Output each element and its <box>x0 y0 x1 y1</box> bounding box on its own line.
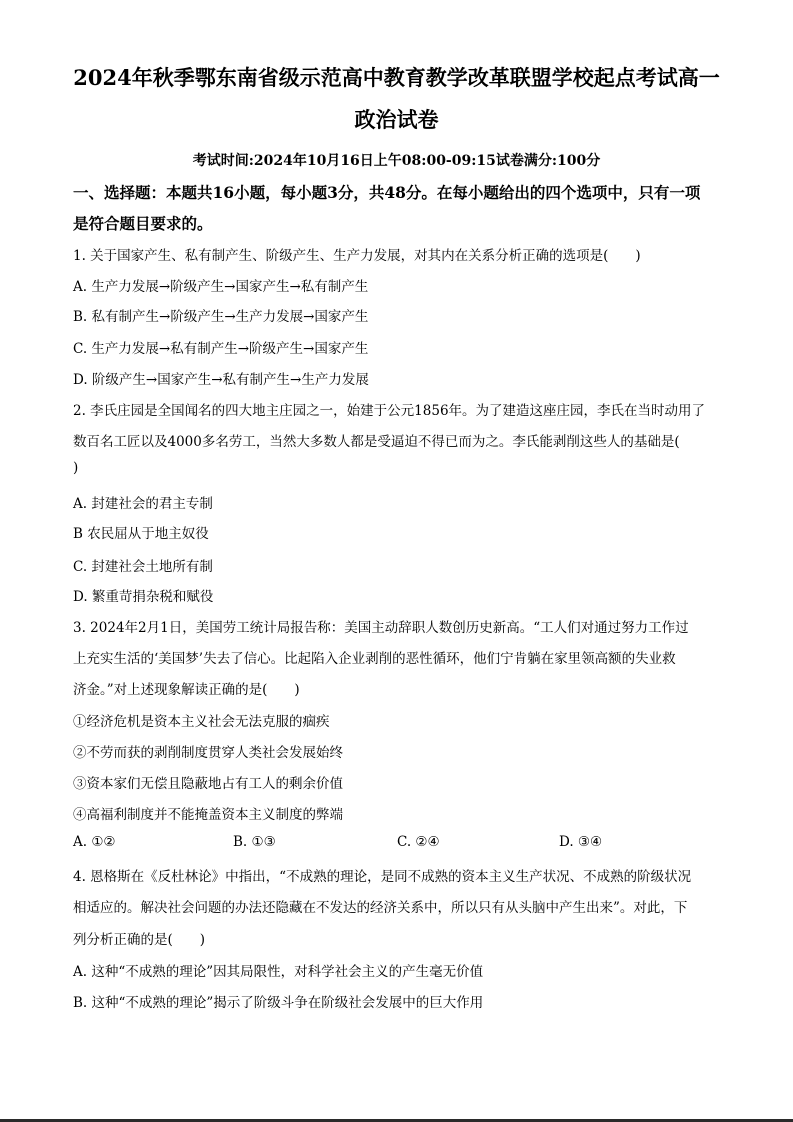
question-4-option-b: B. 这种“不成熟的理论”揭示了阶级斗争在阶级社会发展中的巨大作用 <box>73 995 484 1011</box>
exam-info: 考试时间:2024年10月16日上午08:00-09:15试卷满分:100分 <box>192 153 601 169</box>
section-heading <box>73 177 723 239</box>
question-1-option-d: D. 阶级产生→国家产生→私有制产生→生产力发展 <box>73 372 369 388</box>
exam-title-line1: 2024年秋季鄂东南省级示范高中教育教学改革联盟学校起点考试高一 <box>73 65 720 90</box>
question-2-stem-line2: 数百名工匠以及4000多名劳工，当然大多数人都是受逼迫不得已而为之。李氏能剥削这些人的基础是( <box>73 434 680 450</box>
question-3-statement-4: ④高福利制度并不能掩盖资本主义制度的弊端 <box>73 807 343 823</box>
question-1-stem: 1. 关于国家产生、私有制产生、阶级产生、生产力发展，对其内在关系分析正确的选项是( ) <box>73 248 641 264</box>
question-2-option-c: C. 封建社会土地所有制 <box>73 559 213 575</box>
question-3-statement-3: ③资本家们无偿且隐蔽地占有工人的剩余价值 <box>73 776 343 792</box>
question-3-option-b: B. ①③ <box>233 834 276 850</box>
question-2-option-a: A. 封建社会的君主专制 <box>73 496 213 512</box>
question-4-stem-line1: 4. 恩格斯在《反杜林论》中指出，“不成熟的理论，是同不成熟的资本主义生产状况、不成熟的阶级状况 <box>73 869 692 885</box>
question-2-stem-line1: 2. 李氏庄园是全国闻名的四大地主庄园之一，始建于公元1856年。为了建造这座庄园，李氏在当时动用了 <box>73 403 706 419</box>
question-3-statement-2: ②不劳而获的剥削制度贯穿人类社会发展始终 <box>73 745 343 761</box>
question-3-stem-line3: 济金。”对上述现象解读正确的是( ) <box>73 682 300 698</box>
question-3-stem-line1: 3. 2024年2月1日，美国劳工统计局报告称：美国主动辞职人数创历史新高。“工人们对通过努力工作过 <box>73 620 689 636</box>
question-3-option-a: A. ①② <box>73 834 116 850</box>
question-2-option-b: B 农民屈从于地主奴役 <box>73 526 209 542</box>
question-2-stem-line3: ) <box>73 460 79 476</box>
question-1-option-c: C. 生产力发展→私有制产生→阶级产生→国家产生 <box>73 341 369 357</box>
question-4-stem-line3: 列分析正确的是( ) <box>73 932 206 948</box>
question-3-option-d: D. ③④ <box>559 834 603 850</box>
question-3-option-c: C. ②④ <box>397 834 440 850</box>
question-3-statement-1: ①经济危机是资本主义社会无法克服的痼疾 <box>73 714 330 730</box>
question-1-option-b: B. 私有制产生→阶级产生→生产力发展→国家产生 <box>73 309 369 325</box>
question-2-option-d: D. 繁重苛捐杂税和赋役 <box>73 589 214 605</box>
section-heading-line2: 是符合题目要求的。 <box>73 214 213 233</box>
question-4-stem-line2: 相适应的。解决社会问题的办法还隐藏在不发达的经济关系中，所以只有从头脑中产生出来”。对此，下 <box>73 900 688 916</box>
exam-title-line2: 政治试卷 <box>354 107 439 132</box>
question-3-stem-line2: 上充实生活的‘美国梦’失去了信心。比起陷入企业剥削的恶性循环，他们宁肯躺在家里领高额的失业救 <box>73 651 676 667</box>
question-4-option-a: A. 这种“不成熟的理论”因其局限性，对科学社会主义的产生毫无价值 <box>73 964 484 980</box>
section-heading-line1: 一、选择题：本题共16小题，每小题3分，共48分。在每小题给出的四个选项中，只有一项 <box>73 183 701 202</box>
question-1-option-a: A. 生产力发展→阶级产生→国家产生→私有制产生 <box>73 279 369 295</box>
